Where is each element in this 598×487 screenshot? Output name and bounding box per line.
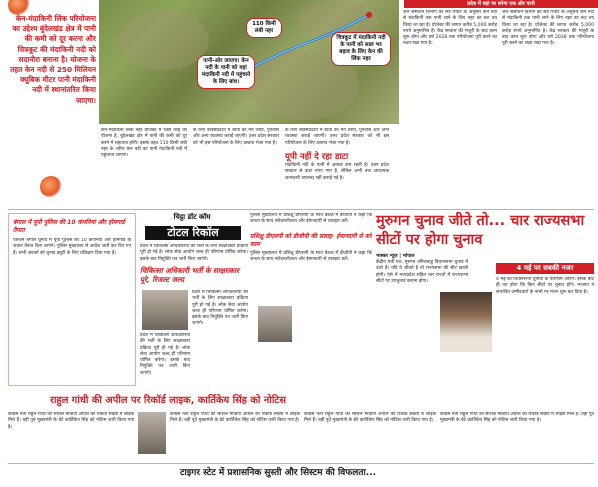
murugan-byline: भास्कर न्यूज | भोपाल — [376, 254, 415, 259]
tidbit-subhead: चिकित्सा अधिकारी भर्ती के साक्षात्कार पूरे, रिजल्ट जल्द — [140, 266, 240, 284]
divider — [8, 209, 594, 210]
tidbit-logo: चिट्ठा डॉट कॉम — [160, 212, 224, 223]
rahul-text-d: कांग्रेस नेता राहुल गांधी की सोशल मीडिया अपील को रिकॉर्ड संख्या में लाइक मिले हैं। वहीं पूर्व मुख्यमंत्री के बेटे कार्तिकेय सिंह को नोटिस जारी किया गया है। — [440, 412, 594, 424]
tidbit-text-2: प्रदेश में चिकित्सा अधिकारियों की भर्ती के लिए साक्षात्कार प्रक्रिया पूरी हो गई है। लोक सेवा आयोग जल्द ही परिणाम घोषित करेगा। इसके बाद नियुक्ति पत्र जारी किए जाएंगे। — [140, 333, 190, 376]
right-banner: प्रदेश में यहां पर बनेगा एक और पानी — [404, 0, 598, 8]
murugan-title: मुरुगन चुनाव जीते तो... चार राज्यसभा सीटों पर होगा चुनाव — [376, 213, 585, 248]
murugan-text: केंद्रीय मंत्री एल. मुरुगन तमिलनाडु विधानसभा चुनाव में उतरे हैं। यदि वे जीतते हैं तो राज्यसभा की सीट खाली होगी। ऐसे में मध्यप्रदेश सहित चार राज्यों में राज्यसभा सीटों पर उपचुनाव कराना होगा। — [376, 260, 468, 284]
bengal-heading: बंगाल में यूपी पुलिस की 10 कंपनियां और होमगार्ड तैनात — [13, 219, 125, 234]
tidbit-text: प्रदेश में चिकित्सा अधिकारियों की भर्ती के लिए साक्षात्कार प्रक्रिया पूरी हो गई है। लोक सेवा आयोग जल्द ही परिणाम घोषित करेगा। इसके बाद नियुक्ति पत्र जारी किए जाएंगे। — [192, 290, 248, 327]
callout-canal-length: 110 किमी लंबी नहर — [246, 18, 282, 38]
rahul-photo — [138, 412, 166, 454]
rahul-text-b: कांग्रेस नेता राहुल गांधी की सोशल मीडिया अपील को रिकॉर्ड संख्या में लाइक मिले हैं। वहीं पूर्व मुख्यमंत्री के बेटे कार्तिकेय सिंह को नोटिस जारी किया गया है। — [170, 412, 300, 424]
lead-paragraph: केन-मंदाकिनी लिंक परियोजना का उद्देश्य बुंदेलखंड क्षेत्र में पानी की कमी को दूर करना और चित्रकूट की मंदाकिनी नदी को सदानीरा बनाना है। योजना के तहत केन नदी से 250 मिलियन क्यूबिक मीटर पानी मंदाकिनी नदी में स्थानांतरित किया जाएगा। — [10, 14, 96, 105]
mid-left-text: केन-मंदाकिनी लिंक नहर प्रोजेक्ट में जिस तरह की योजना है, बुंदेलखंड क्षेत्र में पानी की कमी को दूर करने में सहायता होगी। इसके तहत 110 किमी लंबी नहर के जरिए केन नदी का पानी मंदाकिनी नदी में पहुंचाया जाएगा। — [101, 128, 187, 159]
rahul-text-c: कांग्रेस नेता राहुल गांधी की सोशल मीडिया अपील को रिकॉर्ड संख्या में लाइक मिले हैं। वहीं पूर्व मुख्यमंत्री के बेटे कार्तिकेय सिंह को नोटिस जारी किया गया है। — [304, 412, 436, 424]
murugan-badge: 4 मई पर सबकी नजर — [496, 263, 594, 274]
tidbit-intro: प्रदेश में चिकित्सा अधिकारियों की भर्ती के लिए साक्षात्कार प्रक्रिया पूरी हो गई है। लोक सेवा आयोग जल्द ही परिणाम घोषित करेगा। इसके बाद नियुक्ति पत्र जारी किए जाएंगे। — [140, 244, 248, 262]
up-heading: यूपी नहीं दे रहा डाटा — [285, 152, 349, 162]
tidbit-p2-text: पुलिस मुख्यालय में प्रशिक्षु डीएसपी के साथ बैठक में डीजीपी ने कहा कि जनता के साथ संवेदनशीलता और ईमानदारी से व्यवहार करें। — [250, 251, 372, 263]
mid-right-text: के लिए बॉक्सप्रदेशों में बांधों का मन लिया, पुनर्वास और अन्य व्यवस्था कराई जाएगी। उत्तर प्रदेश सरकार को भी इस परियोजना के लिए प्रस्ताव भेजा गया है। — [193, 128, 279, 146]
tidbit-p2-head: प्रशिक्षु डीएसपी को डीजीपी की सलाह- ईमानदारी से करें काम — [250, 233, 372, 248]
murugan-right-text: 4 मई को विधानसभा चुनावों के परिणाम आएंगे। इसके बाद ही तय होगा कि किन सीटों पर चुनाव होंगे। भाजपा ने संभावित उम्मीदवारों के नामों पर मंथन शुरू कर दिया है। — [496, 277, 594, 295]
flame-graphic — [40, 176, 62, 198]
tidbit-photo-1 — [142, 290, 188, 330]
right-col-text-a: जल संसाधन विभाग की सर्वे रिपोर्ट के अनुसार केन नदी से मंदाकिनी तक पानी लाने के लिए नहर का रूट तय किया जा रहा है। प्रोजेक्ट की लागत करीब 5,000 करोड़ रुपये अनुमानित है। केंद्र सरकार की मंजूरी के बाद काम शुरू होगा और वर्ष 2028 तक परियोजना पूरी करने का लक्ष्य रखा गया है। — [403, 10, 497, 47]
rahul-heading: राहुल गांधी की अपील पर रिकॉर्ड लाइक, कार्तिकेय सिंह को नोटिस — [50, 395, 286, 406]
bengal-text: पश्चिम बंगाल चुनाव में यूपी पुलिस की 10 कंपनियां और होमगार्ड के जवान तैनात किए जाएंगे। पुलिस मुख्यालय से आदेश जारी कर दिए गए हैं। सभी जवानों को चुनाव ड्यूटी के लिए प्रशिक्षण दिया गया है। — [13, 238, 131, 256]
bottom-strip-heading: टाइगर स्टेट में प्रशासनिक सुस्ती और सिस्टम की विफलता... — [180, 468, 377, 478]
project-map — [99, 0, 399, 124]
rahul-text-a: कांग्रेस नेता राहुल गांधी की सोशल मीडिया अपील को रिकॉर्ड संख्या में लाइक मिले हैं। वहीं पूर्व मुख्यमंत्री के बेटे कार्तिकेय सिंह को नोटिस जारी किया गया है। — [8, 412, 134, 430]
murugan-photo — [440, 292, 492, 352]
tidbit-title: टोटल रिकॉल — [145, 226, 241, 240]
callout-chitrakoot: चित्रकूट में मंदाकिनी नदी के पानी को साल भर बहाव के लिए केन की लिंक नहर — [331, 32, 391, 66]
up-text: मंदाकिनी नदी के पानी में आवक कम रहती है। उत्तर प्रदेश सरकार से डाटा मांगा गया है, लेकिन अभी तक आवश्यक जानकारी उपलब्ध नहीं कराई गई है। — [285, 163, 389, 181]
mid-text-top: के लिए बॉक्सप्रदेशों में बांधों का मन लिया, पुनर्वास और अन्य व्यवस्था कराई जाएगी। उत्तर प्रदेश सरकार को भी इस परियोजना के लिए प्रस्ताव भेजा गया है। — [285, 128, 389, 146]
right-col-text-b: जल संसाधन विभाग की सर्वे रिपोर्ट के अनुसार केन नदी से मंदाकिनी तक पानी लाने के लिए नहर का रूट तय किया जा रहा है। प्रोजेक्ट की लागत करीब 5,000 करोड़ रुपये अनुमानित है। केंद्र सरकार की मंजूरी के बाद काम शुरू होगा और वर्ष 2028 तक परियोजना पूरी करने का लक्ष्य रखा गया है। — [502, 10, 594, 47]
tidbit-top-text: पुलिस मुख्यालय में प्रशिक्षु डीएसपी के साथ बैठक में डीजीपी ने कहा कि जनता के साथ संवेदनशीलता और ईमानदारी से व्यवहार करें। — [250, 213, 372, 225]
dgp-photo — [258, 306, 292, 342]
callout-dam: पानी-ओर जाएगा। केन नदी के पानी को यहां मंदाकिनी नदी में पहुंचाने के लिए बांध। — [197, 55, 255, 89]
bottom-divider — [8, 463, 594, 464]
